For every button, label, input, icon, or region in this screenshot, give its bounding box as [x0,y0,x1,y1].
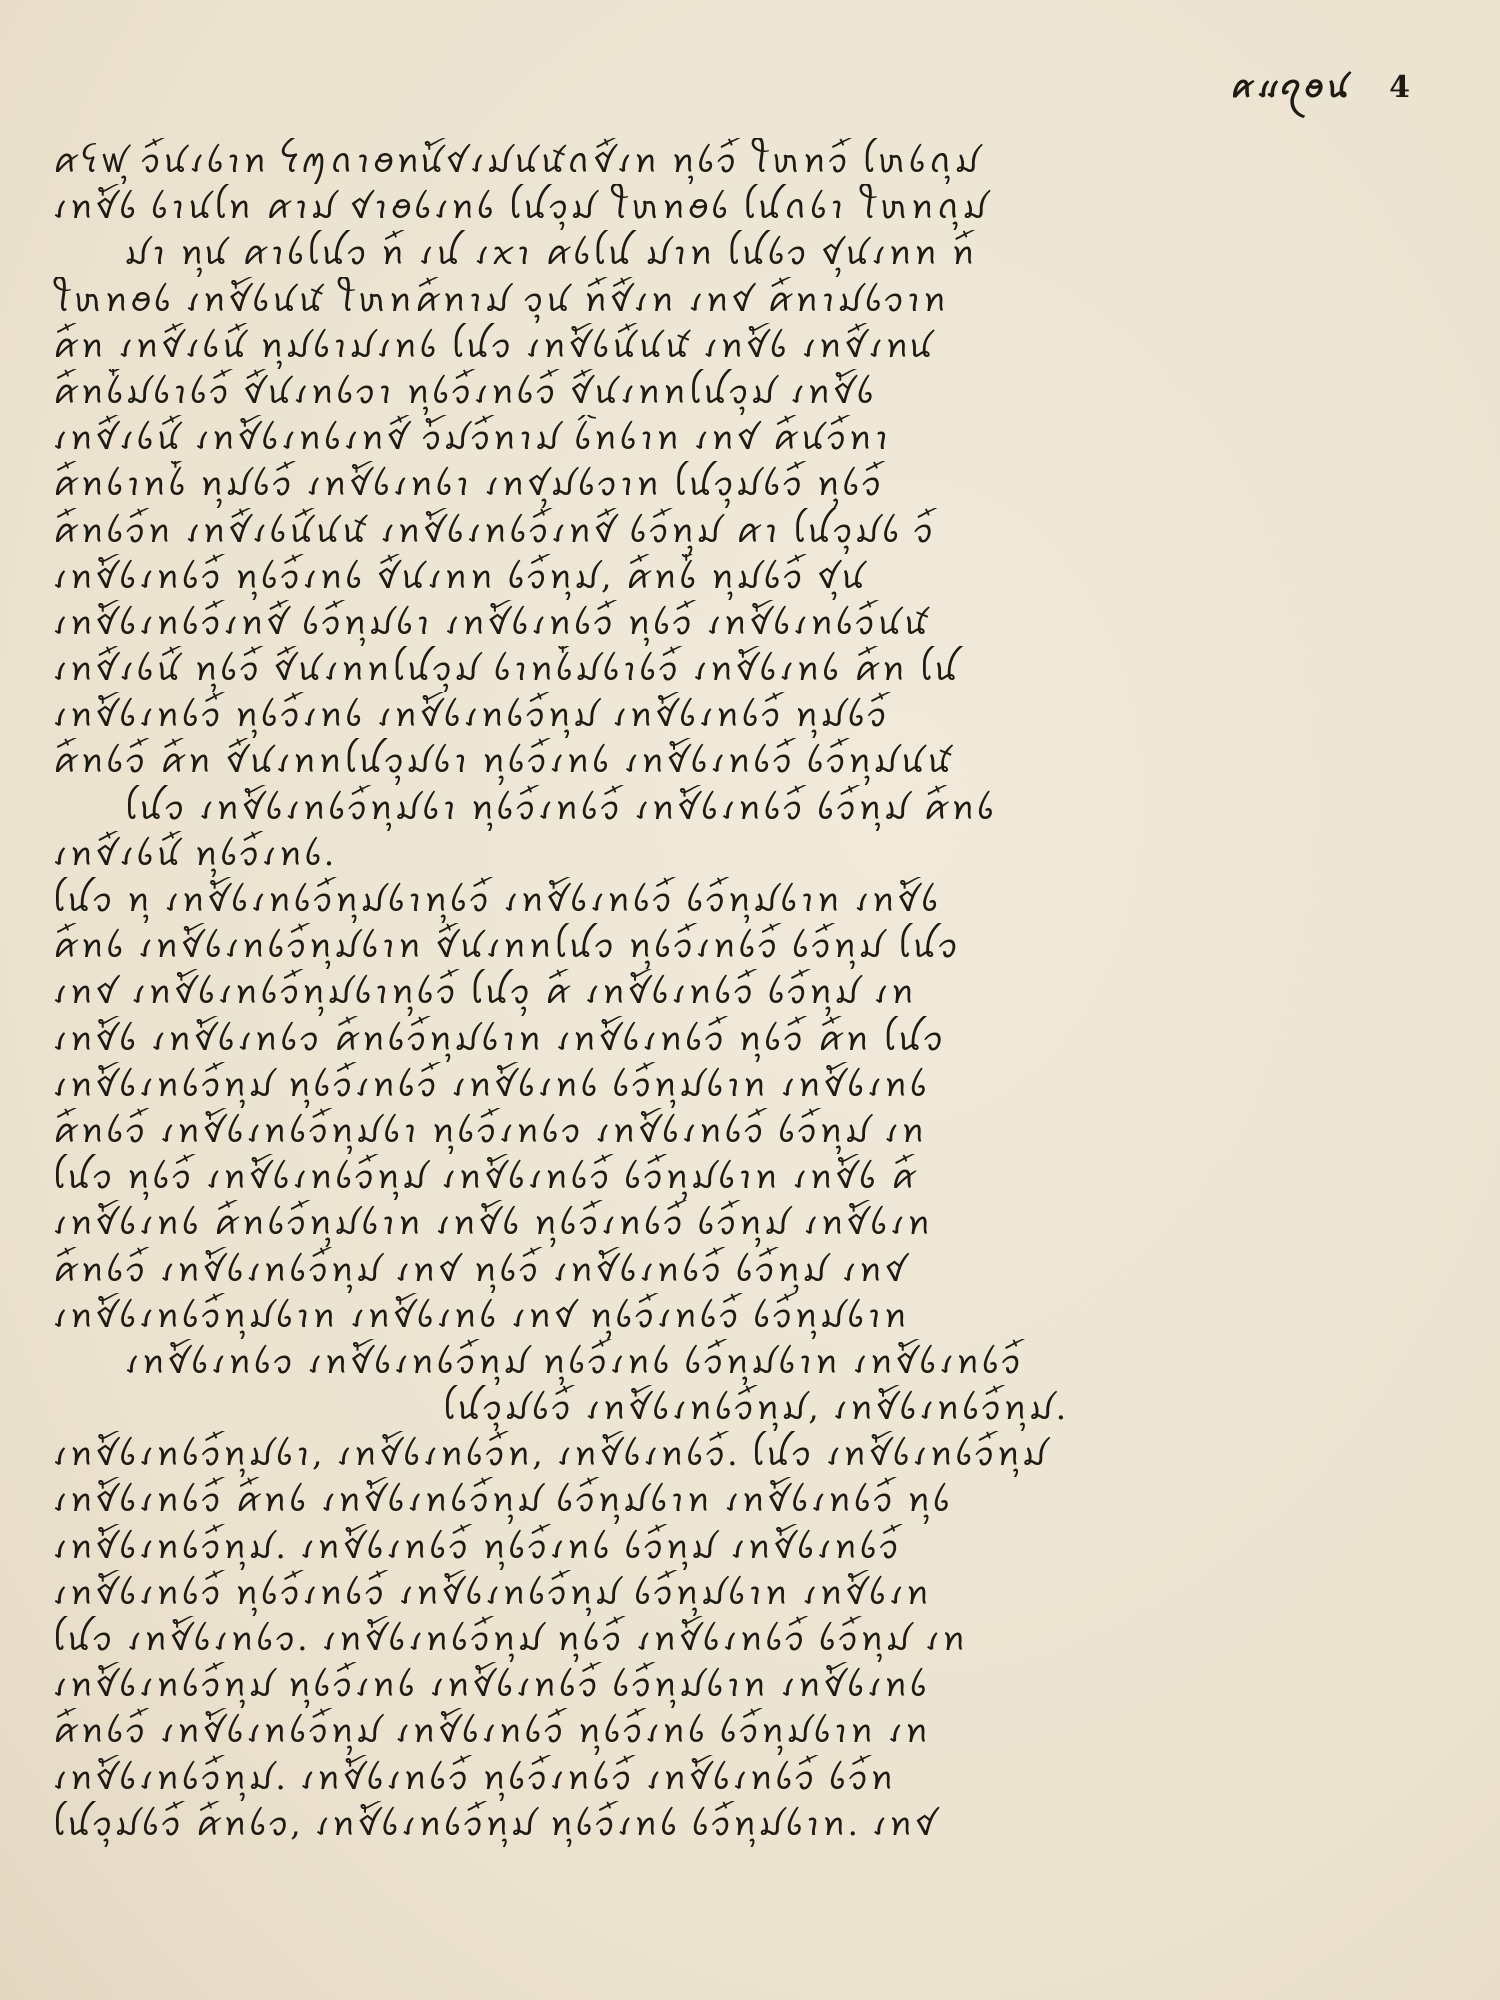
text-line: ꪶꪊꪫ ꪹꪀꪥꪳꪉꪹꪀꪉꪫꪸꪀꪴꪣꪉꪱ ꪀꪴꪉꪫꪸꪹꪀꪉꪫꪸ ꪹꪀꪥꪳꪉꪹꪀꪉꪫꪸ ꪉꪫꪸꪀꪴꪣ ꪁꪸꪀꪉ [124,787,997,827]
text-line: ꪹꪀꪥꪳꪉꪹꪀꪉꪫꪸꪀꪴꪣ ꪀꪴꪉꪫꪸꪹꪀꪉ ꪹꪀꪥꪳꪉꪹꪀꪉꪫꪸ ꪉꪫꪸꪀꪴꪣꪉꪱꪀ ꪹꪀꪥꪳꪉꪹꪀꪉ [52,1665,930,1705]
text-line: ꪹꪀꪥꪳꪉꪹꪀꪉꪫꪸ ꪀꪴꪉꪫꪸꪹꪀꪉꪫꪸ ꪹꪀꪥꪳꪉꪹꪀꪉꪫꪸꪀꪴꪣ ꪉꪫꪸꪀꪴꪣꪉꪱꪀ ꪹꪀꪥꪳꪉꪹꪀ [52,1572,932,1612]
text-line: ꪹꪀꪥꪸꪹꪉꪙꪸ ꪀꪴꪉꪫꪸ ꪥꪸꪙꪹꪀꪀꪶꪊꪫꪴꪣ ꪉꪱꪀꪉꪳꪣꪉꪱꪉꪫꪸ ꪹꪀꪥꪳꪉꪹꪀꪉ ꪁꪸꪀ ꪶꪊ [52,649,960,689]
text-line: ꪹꪀꪥꪳꪉꪹꪀꪉꪫꪸꪀꪴꪣꪉꪱ, ꪹꪀꪥꪳꪉꪹꪀꪉꪫꪸꪀ, ꪹꪀꪥꪳꪉꪹꪀꪉꪫꪸ. ꪶꪊꪫ ꪹꪀꪥꪳꪉꪹꪀꪉꪫꪸꪀꪴꪣ [52,1434,1049,1474]
text-line: ꪹꪀꪥꪳꪉ ꪹꪀꪥꪳꪉꪹꪀꪉꪫ ꪁꪸꪀꪉꪫꪸꪀꪴꪣꪉꪱꪀ ꪹꪀꪥꪳꪉꪹꪀꪉꪫꪸ ꪀꪴꪉꪫꪸ ꪁꪸꪀ ꪶꪊꪫ [52,1018,946,1058]
text-line: ꪁꪸꪀꪉꪱꪀꪉꪳ ꪀꪴꪣꪉꪫꪸ ꪹꪀꪥꪳꪉꪹꪀꪉꪱ ꪹꪀꪥꪴꪣꪉꪫꪱꪀ ꪶꪊꪫꪴꪣꪉꪫꪸ ꪀꪴꪉꪫꪸ [52,464,884,504]
text-line: ꪁꪸꪀꪉ ꪹꪀꪥꪳꪉꪹꪀꪉꪫꪸꪀꪴꪣꪉꪱꪀ ꪥꪸꪙꪹꪀꪀꪶꪊꪫ ꪀꪴꪉꪫꪸꪹꪀꪉꪫꪸ ꪉꪫꪸꪀꪴꪣ ꪶꪊꪫ [52,926,960,966]
text-line: ꪹꪀꪥꪳꪉꪹꪀꪉ ꪁꪸꪀꪉꪫꪸꪀꪴꪣꪉꪱꪀ ꪹꪀꪥꪳꪉ ꪀꪴꪉꪫꪸꪹꪀꪉꪫꪸ ꪉꪫꪸꪀꪴꪣ ꪹꪀꪥꪳꪉꪹꪀ [52,1203,933,1243]
running-title: ꪁꪵꪖꪮꪙ [1230,70,1351,105]
text-line: ꪁꪸꪀꪉꪫꪸ ꪹꪀꪥꪳꪉꪹꪀꪉꪫꪸꪀꪴꪣ ꪹꪀꪥꪳꪉꪹꪀꪉꪫꪸ ꪀꪴꪉꪫꪸꪹꪀꪉ ꪉꪫꪸꪀꪴꪣꪉꪱꪀ ꪹꪀ [52,1711,931,1751]
text-line: ꪁꪸꪀꪉꪫꪸ ꪹꪀꪥꪳꪉꪹꪀꪉꪫꪸꪀꪴꪣꪉꪱ ꪀꪴꪉꪫꪸꪹꪀꪉꪫ ꪹꪀꪥꪳꪉꪹꪀꪉꪫꪸ ꪉꪫꪸꪀꪴꪣ ꪹꪀ [52,1110,927,1150]
body-text [52,138,1432,1847]
text-line: ꪁꪸꪀꪉꪫꪸ ꪹꪀꪥꪳꪉꪹꪀꪉꪫꪸꪀꪴꪣ ꪹꪀꪥ ꪀꪴꪉꪫꪸ ꪹꪀꪥꪳꪉꪹꪀꪉꪫꪸ ꪉꪫꪸꪀꪴꪣ ꪹꪀꪥ [52,1249,908,1289]
text-line: ꪣꪱ ꪀꪴꪙ ꪁꪱꪉꪶꪊꪫ ꪀꪸ ꪹꪊ ꪹꪎꪱ ꪁꪉꪶꪊ ꪣꪱꪀ ꪶꪊꪉꪫ ꪥꪴꪙꪹꪀꪀ ꪀꪸ [124,233,977,273]
text-line: ꪶꪊꪫ ꪀꪴ ꪹꪀꪥꪳꪉꪹꪀꪉꪫꪸꪀꪴꪣꪉꪱꪀꪴꪉꪫꪸ ꪹꪀꪥꪳꪉꪹꪀꪉꪫꪸ ꪉꪫꪸꪀꪴꪣꪉꪱꪀ ꪹꪀꪥꪳꪉ [52,880,941,919]
text-line: ꪹꪀꪥꪸꪹꪉꪙꪸ ꪹꪀꪥꪳꪉꪹꪀꪉꪹꪀꪥꪸ ꪫꪳꪣꪫꪸꪀꪱꪣ ꪉꪲꪀꪉꪱꪀ ꪹꪀꪥ ꪁꪸꪙꪫꪸꪀꪱ [52,418,891,458]
text-line: ꪁꪸꪀ ꪹꪀꪥꪸꪹꪉꪙꪸ ꪀꪴꪣꪉꪱꪣꪹꪀꪉ ꪶꪊꪫ ꪹꪀꪥꪳꪉꪙꪸꪙꪽ ꪹꪀꪥꪳꪉ ꪹꪀꪥꪸꪹꪀꪙ [52,325,935,365]
text-line: ꪹꪀꪥꪳꪉꪹꪀꪉꪫꪸ ꪁꪸꪀꪉ ꪹꪀꪥꪳꪉꪹꪀꪉꪫꪸꪀꪴꪣ ꪉꪫꪸꪀꪴꪣꪉꪱꪀ ꪹꪀꪥꪳꪉꪹꪀꪉꪫꪸ ꪀꪴꪉ [52,1480,952,1520]
text-line: ꪹꪀꪥꪳꪉꪹꪀꪉꪫꪸꪀꪴꪣ. ꪹꪀꪥꪳꪉꪹꪀꪉꪫꪸ ꪀꪴꪉꪫꪸꪹꪀꪉꪫꪸ ꪹꪀꪥꪳꪉꪹꪀꪉꪫꪸ ꪉꪫꪸꪀ [52,1757,896,1797]
page-number: 4 [1389,70,1412,105]
text-line: ꪹꪀꪥꪸꪹꪉꪙꪸ ꪀꪴꪉꪫꪸꪹꪀꪉ. [52,833,336,873]
text-line: ꪹꪀꪥꪳꪉꪹꪀꪉꪫꪸ ꪀꪴꪉꪫꪸꪹꪀꪉ ꪥꪸꪙꪹꪀꪀ ꪉꪫꪸꪀꪴꪣ, ꪁꪸꪀꪉꪳ ꪀꪴꪣꪉꪫꪸ ꪥꪴꪙ [52,556,867,596]
text-line: ꪶꪊꪫꪴꪣꪉꪫꪸ ꪁꪸꪀꪉꪫ, ꪹꪀꪥꪳꪉꪹꪀꪉꪫꪸꪀꪴꪣ ꪀꪴꪉꪫꪸꪹꪀꪉ ꪉꪫꪸꪀꪴꪣꪉꪱꪀ. ꪹꪀꪥ [52,1803,939,1843]
text-line: ꪹꪀꪥꪳꪉ ꪉꪱꪙꪶꪀ ꪁꪱꪣ ꪥꪱꪮꪉꪹꪀꪉ ꪶꪊꪫꪴꪣ ꪻꪬꪀꪮꪉ ꪶꪊꪒꪉꪱ ꪻꪬꪀꪒꪴꪣ [52,187,990,227]
text-line: ꪹꪀꪥꪳꪉꪹꪀꪉꪫꪸꪀꪴꪣ. ꪹꪀꪥꪳꪉꪹꪀꪉꪫꪸ ꪀꪴꪉꪫꪸꪹꪀꪉ ꪉꪫꪸꪀꪴꪣ ꪹꪀꪥꪳꪉꪹꪀꪉꪫꪸ [52,1526,901,1566]
text-line: ꪁꪺꪝꪴ ꪫꪸꪙꪹꪉꪱꪀ ꪼꪑꪒꪱꪮꪀꪙꪳꪥꪹꪣꪙꪽꪒꪥꪸꪹꪀ ꪀꪴꪉꪫꪸ ꪻꪬꪀꪫꪸ ꪶꪬꪉꪒꪴꪣ [52,141,982,180]
text-line: ꪻꪬꪀꪮꪉ ꪹꪀꪥꪳꪉꪙꪽ ꪻꪬꪀꪁꪸꪀꪱꪣ ꪫꪴꪙ ꪀꪸꪥꪸꪹꪀ ꪹꪀꪥ ꪁꪸꪀꪱꪣꪉꪫꪱꪀ [52,279,949,319]
text-line: ꪁꪸꪀꪉꪳꪣꪉꪱꪉꪫꪸ ꪥꪸꪙꪹꪀꪉꪫꪱ ꪀꪴꪉꪫꪸꪹꪀꪉꪫꪸ ꪥꪸꪙꪹꪀꪀꪶꪊꪫꪴꪣ ꪹꪀꪥꪳꪉ [52,371,876,411]
text-line: ꪹꪀꪥꪳꪉꪹꪀꪉꪫꪸ ꪀꪴꪉꪫꪸꪹꪀꪉ ꪹꪀꪥꪳꪉꪹꪀꪉꪫꪸꪀꪴꪣ ꪹꪀꪥꪳꪉꪹꪀꪉꪫꪸ ꪀꪴꪣꪉꪫꪸ [52,695,889,735]
text-line: ꪹꪀꪥꪳꪉꪹꪀꪉꪫꪸꪀꪴꪣ ꪀꪴꪉꪫꪸꪹꪀꪉꪫꪸ ꪹꪀꪥꪳꪉꪹꪀꪉ ꪉꪫꪸꪀꪴꪣꪉꪱꪀ ꪹꪀꪥꪳꪉꪹꪀꪉ [52,1064,930,1104]
text-line: ꪶꪊꪫ ꪀꪴꪉꪫꪸ ꪹꪀꪥꪳꪉꪹꪀꪉꪫꪸꪀꪴꪣ ꪹꪀꪥꪳꪉꪹꪀꪉꪫꪸ ꪉꪫꪸꪀꪴꪣꪉꪱꪀ ꪹꪀꪥꪳꪉ ꪁꪸ [52,1157,919,1197]
text-line: ꪶꪊꪫꪴꪣꪉꪫꪸ ꪹꪀꪥꪳꪉꪹꪀꪉꪫꪸꪀꪴꪣ, ꪹꪀꪥꪳꪉꪹꪀꪉꪫꪸꪀꪴꪣ. [442,1388,1068,1428]
text-line: ꪹꪀꪥ ꪹꪀꪥꪳꪉꪹꪀꪉꪫꪸꪀꪴꪣꪉꪱꪀꪴꪉꪫꪸ ꪶꪊꪫꪴ ꪁꪸ ꪹꪀꪥꪳꪉꪹꪀꪉꪫꪸ ꪉꪫꪸꪀꪴꪣ ꪹꪀ [52,972,917,1012]
text-line: ꪁꪸꪀꪉꪫꪸꪀ ꪹꪀꪥꪸꪹꪉꪙꪸꪙꪽ ꪹꪀꪥꪳꪉꪹꪀꪉꪫꪸꪹꪀꪥꪸ ꪉꪫꪸꪀꪴꪣ ꪁꪱ ꪶꪊꪫꪴꪣꪉ ꪫꪸ [52,510,936,550]
text-line: ꪹꪀꪥꪳꪉꪹꪀꪉꪫ ꪹꪀꪥꪳꪉꪹꪀꪉꪫꪸꪀꪴꪣ ꪀꪴꪉꪫꪸꪹꪀꪉ ꪉꪫꪸꪀꪴꪣꪉꪱꪀ ꪹꪀꪥꪳꪉꪹꪀꪉꪫꪸ [124,1341,1023,1381]
text-line: ꪶꪊꪫ ꪹꪀꪥꪳꪉꪹꪀꪉꪫ. ꪹꪀꪥꪳꪉꪹꪀꪉꪫꪸꪀꪴꪣ ꪀꪴꪉꪫꪸ ꪹꪀꪥꪳꪉꪹꪀꪉꪫꪸ ꪉꪫꪸꪀꪴꪣ ꪹꪀ [52,1619,968,1658]
text-line: ꪹꪀꪥꪳꪉꪹꪀꪉꪫꪸꪀꪴꪣꪉꪱꪀ ꪹꪀꪥꪳꪉꪹꪀꪉ ꪹꪀꪥ ꪀꪴꪉꪫꪸꪹꪀꪉꪫꪸ ꪉꪫꪸꪀꪴꪣꪉꪱꪀ [52,1295,909,1335]
text-line: ꪁꪸꪀꪉꪫꪸ ꪁꪸꪀ ꪥꪸꪙꪹꪀꪀꪶꪊꪫꪴꪣꪉꪱ ꪀꪴꪉꪫꪸꪹꪀꪉ ꪹꪀꪥꪳꪉꪹꪀꪉꪫꪸ ꪉꪫꪸꪀꪴꪣꪙꪽ [52,741,953,781]
text-line: ꪹꪀꪥꪳꪉꪹꪀꪉꪫꪸꪹꪀꪥꪸ ꪉꪫꪸꪀꪴꪣꪉꪱ ꪹꪀꪥꪳꪉꪹꪀꪉꪫꪸ ꪀꪴꪉꪫꪸ ꪹꪀꪥꪳꪉꪹꪀꪉꪫꪸꪙꪽ [52,602,930,642]
page-header [1230,58,1412,121]
